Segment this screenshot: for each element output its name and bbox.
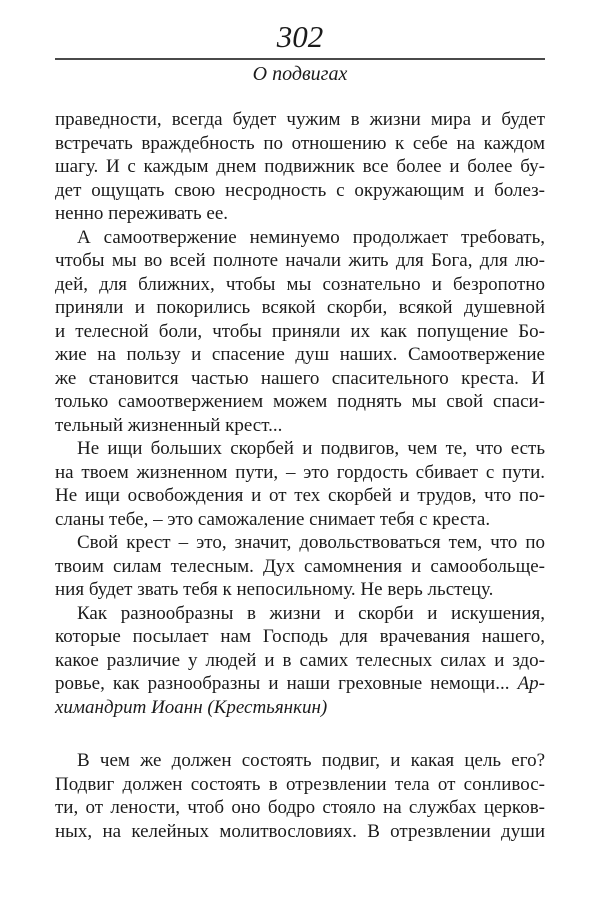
text-run: ненно переживать ее. bbox=[55, 203, 229, 224]
text-line bbox=[55, 414, 545, 438]
text-line bbox=[55, 296, 545, 320]
text-run: Подвиг должен состоять в отрезвлении тела от сонливос- bbox=[55, 773, 545, 795]
text-line bbox=[55, 155, 545, 179]
paragraph bbox=[55, 108, 545, 226]
text-line bbox=[55, 343, 545, 367]
text-run: твоим силам телесным. Дух самомнения и самообольще- bbox=[55, 555, 545, 577]
paragraph bbox=[55, 602, 545, 720]
text-run: Свой крест – это, значит, довольствоваться тем, что по bbox=[77, 532, 545, 553]
text-run: какое различие у людей и в самих телесных силах и здо- bbox=[55, 649, 545, 671]
text-line bbox=[55, 437, 545, 461]
paragraph bbox=[55, 226, 545, 438]
text-line bbox=[55, 625, 545, 649]
text-line bbox=[55, 249, 545, 273]
text-run: В чем же должен состоять подвиг, и какая цель его? bbox=[77, 750, 545, 771]
text-run: шагу. И с каждым днем подвижник все более и более бу- bbox=[55, 156, 545, 177]
text-run: чтобы мы во всей полноте начали жить для Бога, для лю- bbox=[55, 250, 545, 271]
text-line bbox=[55, 672, 545, 696]
text-line bbox=[55, 602, 545, 626]
text-run: встречать враждебность по отношению к себе на каждом bbox=[55, 132, 545, 154]
text-run: А самоотвержение неминуемо продолжает требовать, bbox=[77, 226, 545, 248]
text-run: ных, на келейных молитвословиях. В отрезвлении души bbox=[55, 820, 545, 842]
text-line bbox=[55, 649, 545, 673]
text-line bbox=[55, 555, 545, 579]
text-line bbox=[55, 696, 545, 720]
paragraph bbox=[55, 749, 545, 843]
text-run: сланы тебе, – это саможаление снимает тебя с креста. bbox=[55, 508, 491, 530]
text-line bbox=[55, 108, 545, 132]
text-line bbox=[55, 461, 545, 485]
text-line bbox=[55, 484, 545, 508]
text-line bbox=[55, 796, 545, 820]
text-run: дет ощущать свою несродность с окружающим и болез- bbox=[55, 179, 545, 201]
text-run: и телесной боли, чтобы приняли их как попущение Бо- bbox=[55, 320, 545, 342]
page-number: 302 bbox=[276, 19, 324, 54]
text-line bbox=[55, 273, 545, 297]
italic-text-run: химандрит Иоанн (Крестьянкин) bbox=[55, 696, 328, 718]
text-run: которые посылает нам Господь для врачевания нашего, bbox=[55, 626, 545, 647]
text-line bbox=[55, 132, 545, 156]
text-run: приняли и покорились всякой скорби, всякой душевной bbox=[55, 297, 545, 318]
text-line bbox=[55, 390, 545, 414]
paragraph bbox=[55, 531, 545, 602]
text-run: тельный жизненный крест... bbox=[55, 414, 283, 436]
running-title: О подвигах bbox=[252, 63, 348, 85]
text-line bbox=[55, 531, 545, 555]
text-run: ния будет звать тебя к непосильному. Не верь льстецу. bbox=[55, 579, 494, 600]
text-line bbox=[55, 578, 545, 602]
text-run: жие на пользу и спасение душ наших. Самоотвержение bbox=[55, 344, 545, 365]
text-run: ровье, как разнообразны и наши греховные немощи... bbox=[55, 673, 518, 694]
text-line bbox=[55, 773, 545, 797]
text-line bbox=[55, 179, 545, 203]
text-run: на твоем жизненном пути, – это гордость сбивает с пути. bbox=[55, 461, 545, 483]
header-rule bbox=[55, 58, 545, 60]
text-line bbox=[55, 367, 545, 391]
paragraph bbox=[55, 437, 545, 531]
text-run: же становится частью нашего спасительного креста. И bbox=[55, 367, 545, 389]
italic-text-run: Ар- bbox=[517, 673, 545, 694]
text-line bbox=[55, 820, 545, 844]
text-line bbox=[55, 320, 545, 344]
text-run: праведности, всегда будет чужим в жизни мира и будет bbox=[55, 109, 545, 130]
text-run: Не ищи больших скорбей и подвигов, чем те, что есть bbox=[77, 438, 545, 459]
text-run: дей, для ближних, чтобы мы сознательно и безропотно bbox=[55, 273, 545, 295]
text-line bbox=[55, 202, 545, 226]
text-line bbox=[55, 508, 545, 532]
text-run: ти, от лености, чтоб оно бодро стояло на службах церков- bbox=[55, 797, 545, 818]
page-text bbox=[55, 108, 545, 843]
text-run: только самоотвержением можем поднять мы свой спаси- bbox=[55, 391, 545, 412]
text-line bbox=[55, 226, 545, 250]
text-run: Не ищи освобождения и от тех скорбей и трудов, что по- bbox=[55, 485, 545, 506]
text-run: Как разнообразны в жизни и скорби и искушения, bbox=[77, 602, 545, 624]
text-line bbox=[55, 749, 545, 773]
